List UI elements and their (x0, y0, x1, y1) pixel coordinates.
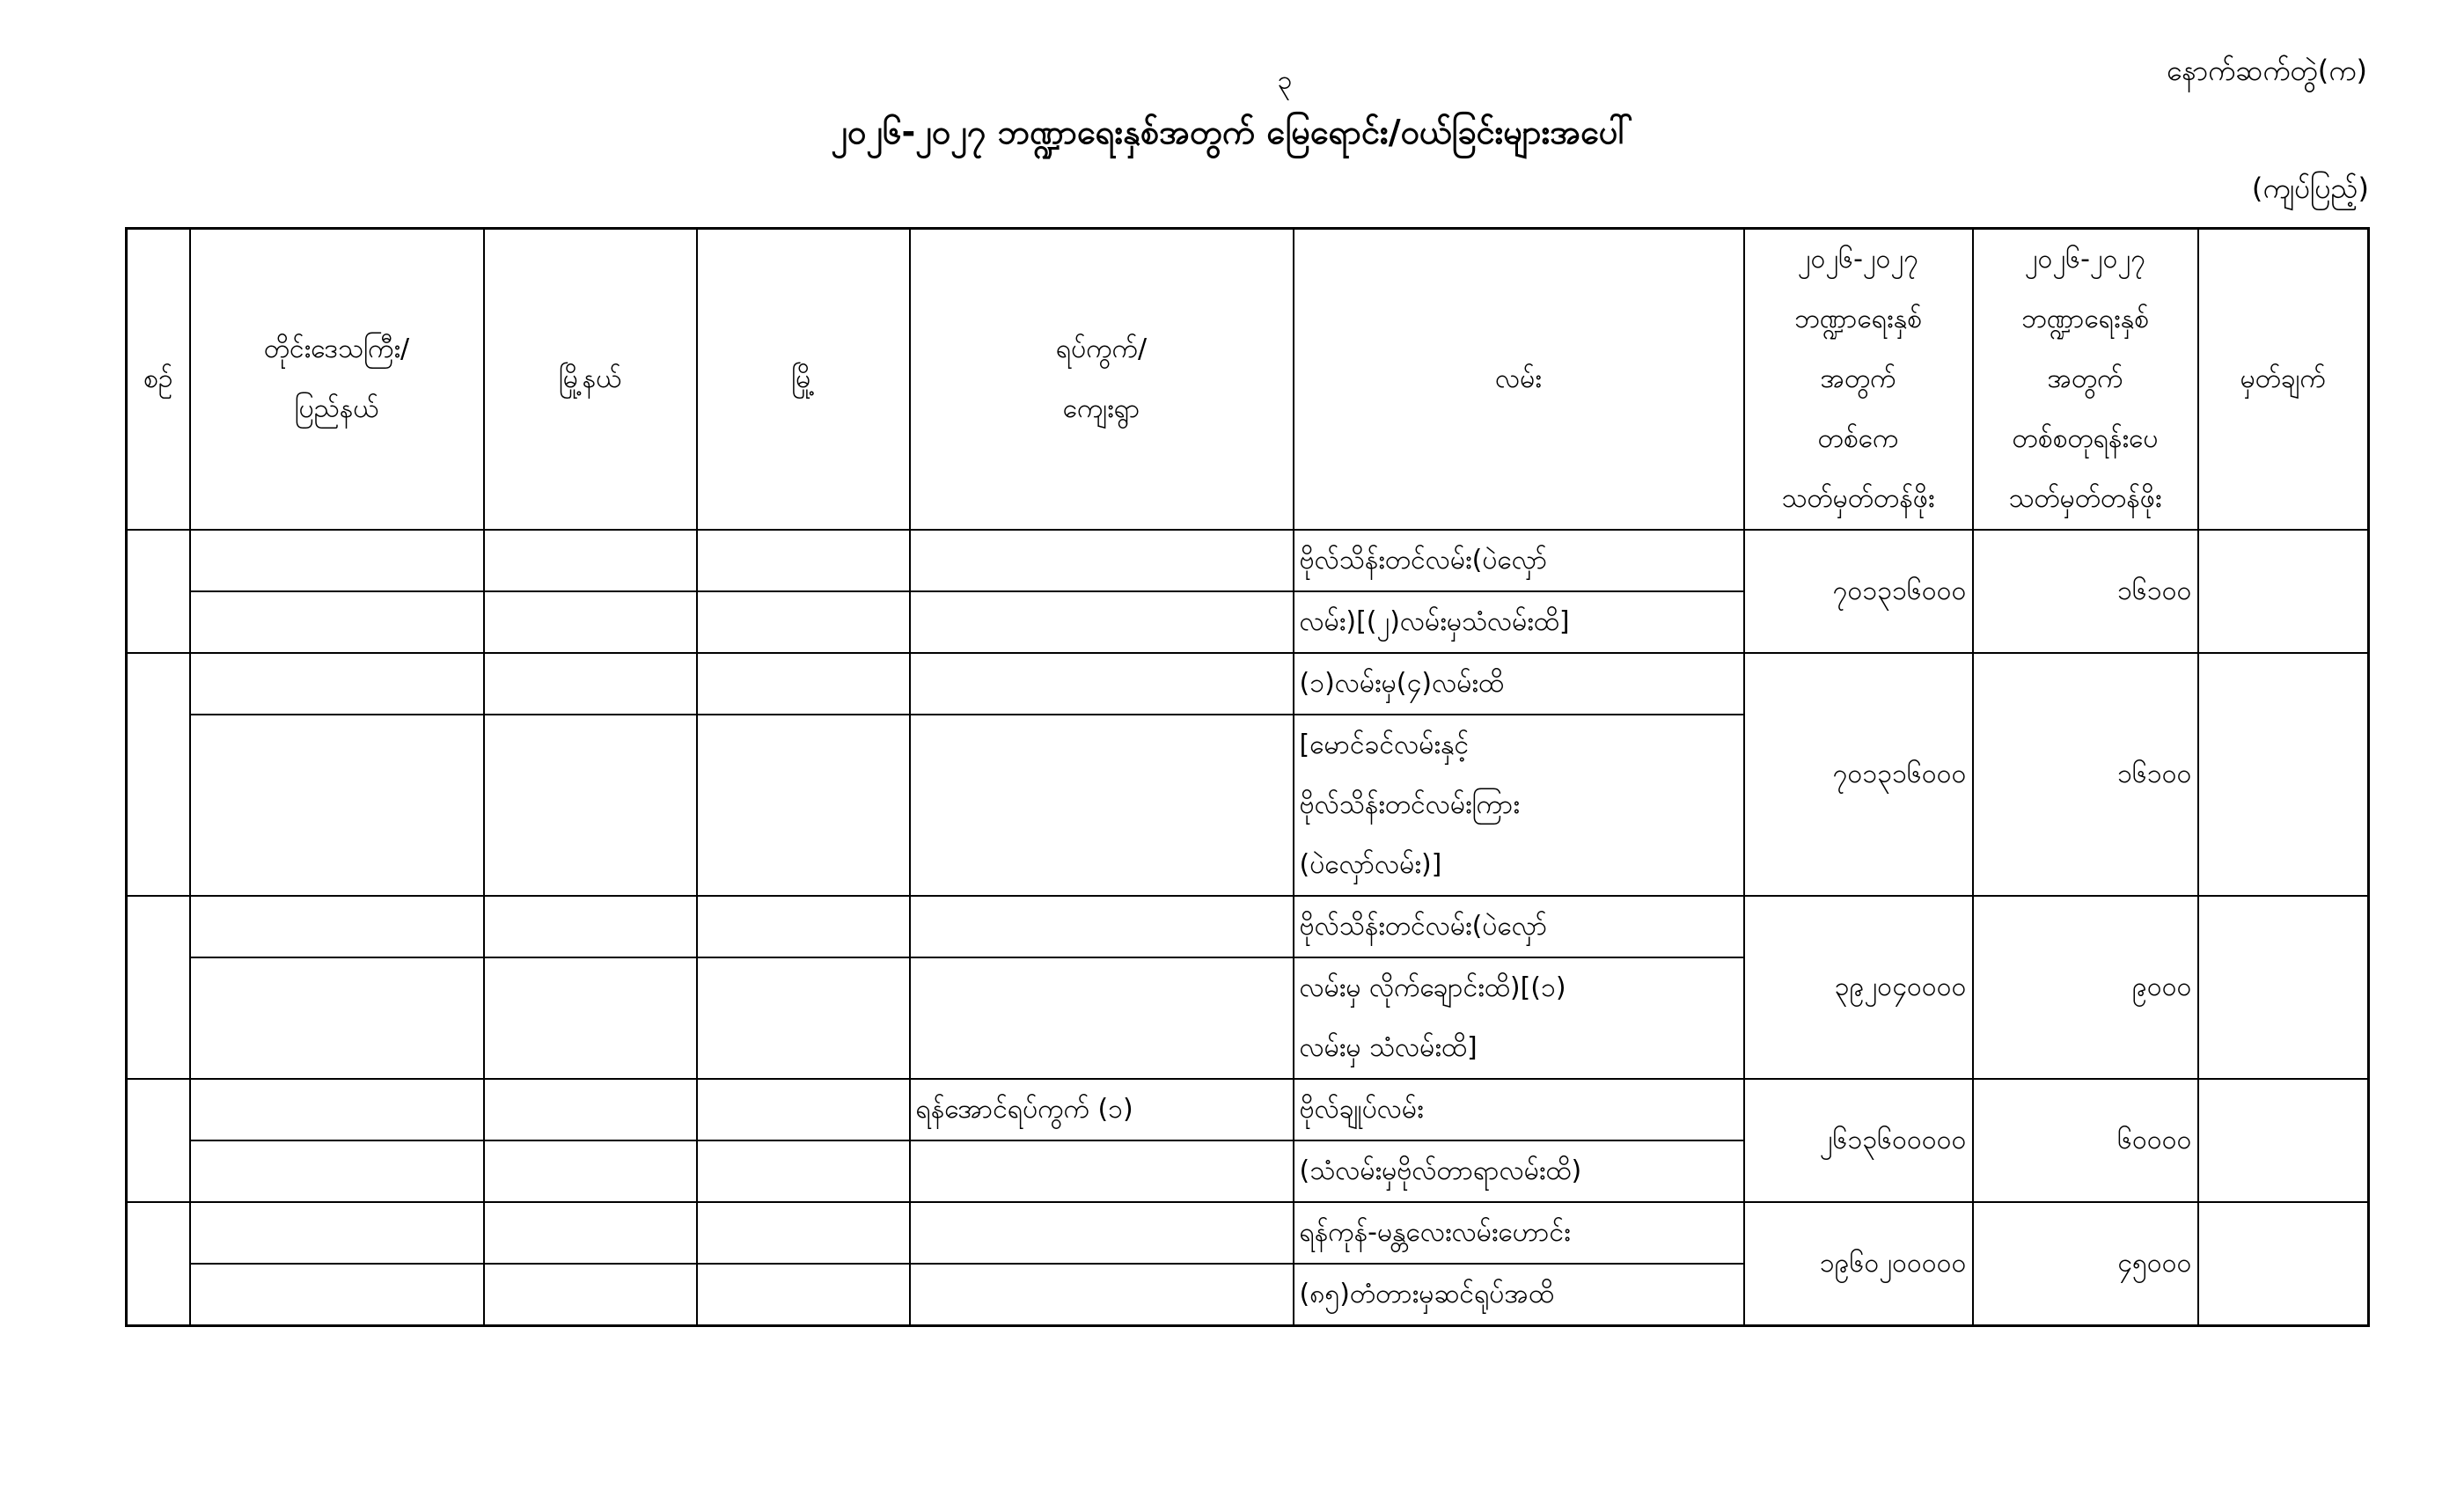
table-row (127, 530, 2369, 591)
district-cell (484, 653, 697, 715)
road-cell: ရန်ကုန်-မန္တလေးလမ်းဟောင်း (1294, 1202, 1744, 1264)
col-header-ward (910, 229, 1294, 531)
road-cell: (၈၅)တံတားမှဆင်ရုပ်အထိ (1294, 1264, 1744, 1326)
district-cell (484, 1264, 697, 1326)
remarks-cell (2198, 1079, 2369, 1202)
land-rate-table (125, 227, 2370, 1327)
col-header-region (190, 229, 484, 531)
col-header-rate-unit-line: ဘဏ္ဍာရေးနှစ် (1794, 304, 1922, 334)
road-cell: လမ်းမှ လိုက်ချောင်းထိ)[(၁) (1294, 957, 1744, 1018)
town-cell (697, 957, 910, 1079)
col-header-road (1294, 229, 1744, 531)
col-header-rate-sqft-line: အတွက် (2047, 363, 2123, 394)
town-cell (697, 653, 910, 715)
road-cell: လမ်း)[(၂)လမ်းမှသံလမ်းထိ] (1294, 591, 1744, 653)
col-header-rate-unit-line: တစ်ကေ (1817, 423, 1899, 454)
ward-cell (910, 591, 1294, 653)
region-cell (190, 591, 484, 653)
col-header-remarks (2198, 229, 2369, 531)
rate-per-sqft-cell: ၁၆၁၀၀ (1973, 530, 2198, 653)
region-cell (190, 1202, 484, 1264)
col-header-serial (127, 229, 190, 531)
remarks-cell (2198, 896, 2369, 1079)
region-cell (190, 530, 484, 591)
col-header-rate-sqft-line: တစ်စတုရန်းပေ (2012, 423, 2159, 454)
col-header-rate-unit-line: ၂၀၂၆-၂၀၂၇ (1797, 244, 1919, 275)
road-cell: (သံလမ်းမှဗိုလ်တာရာလမ်းထိ) (1294, 1140, 1744, 1202)
district-cell (484, 591, 697, 653)
rate-per-unit-cell: ၂၆၁၃၆၀၀၀၀၀ (1744, 1079, 1973, 1202)
town-cell (697, 715, 910, 896)
col-header-rate-sqft-line: ဘဏ္ဍာရေးနှစ် (2021, 304, 2149, 334)
col-header-rate-sqft-line: သတ်မှတ်တန်ဖိုး (2008, 483, 2162, 514)
region-cell (190, 896, 484, 957)
serial-cell (127, 1202, 190, 1326)
ward-cell (910, 715, 1294, 896)
town-cell (697, 1202, 910, 1264)
table-header-row (127, 229, 2369, 531)
col-header-road-text: လမ်း (1495, 363, 1542, 394)
currency-unit-label: (ကျပ်ပြည့်) (2251, 172, 2369, 205)
col-header-town (697, 229, 910, 531)
rate-per-unit-cell: ၇၀၁၃၁၆၀၀၀ (1744, 530, 1973, 653)
town-cell (697, 1264, 910, 1326)
road-cell: (၁)လမ်းမှ(၄)လမ်းထိ (1294, 653, 1744, 715)
col-header-ward-line: ကျေးရွာ (1062, 393, 1140, 424)
page-number: ၃ (1277, 65, 1293, 96)
district-cell (484, 1202, 697, 1264)
col-header-ward-line: ရပ်ကွက်/ (1055, 334, 1148, 364)
road-cell: (ပဲလှော်လမ်း)] (1294, 835, 1744, 896)
col-header-region-line: တိုင်းဒေသကြီး/ (263, 334, 410, 364)
table-row (127, 653, 2369, 715)
ward-cell (910, 896, 1294, 957)
district-cell (484, 1079, 697, 1140)
region-cell (190, 1140, 484, 1202)
col-header-rate-per-unit (1744, 229, 1973, 531)
rate-per-unit-cell: ၃၉၂၀၄၀၀၀၀ (1744, 896, 1973, 1079)
ward-cell: ရန်အောင်ရပ်ကွက် (၁) (910, 1079, 1294, 1140)
col-header-district-text: မြို့နယ် (558, 363, 622, 394)
road-cell: ဗိုလ်သိန်းတင်လမ်း(ပဲလှော် (1294, 530, 1744, 591)
road-cell: ဗိုလ်သိန်းတင်လမ်း(ပဲလှော် (1294, 896, 1744, 957)
document-title: ၂၀၂၆-၂၀၂၇ ဘဏ္ဍာရေးနှစ်အတွက် မြေရောင်း/ဝယ်ခြင်းများအပေါ် (831, 113, 1633, 151)
ward-cell (910, 530, 1294, 591)
serial-cell (127, 896, 190, 1079)
district-cell (484, 530, 697, 591)
serial-cell (127, 1079, 190, 1202)
road-cell: [မောင်ခင်လမ်းနှင့် (1294, 715, 1744, 775)
region-cell (190, 1264, 484, 1326)
district-cell (484, 896, 697, 957)
rate-per-unit-cell: ၇၀၁၃၁၆၀၀၀ (1744, 653, 1973, 896)
road-cell: ဗိုလ်သိန်းတင်လမ်းကြား (1294, 775, 1744, 835)
ward-cell (910, 653, 1294, 715)
region-cell (190, 653, 484, 715)
town-cell (697, 530, 910, 591)
annex-label: နောက်ဆက်တွဲ(က) (2166, 54, 2367, 87)
serial-cell (127, 530, 190, 653)
table-row (127, 1202, 2369, 1264)
rate-per-sqft-cell: ၆၀၀၀၀ (1973, 1079, 2198, 1202)
ward-cell (910, 957, 1294, 1079)
remarks-cell (2198, 1202, 2369, 1326)
town-cell (697, 1079, 910, 1140)
col-header-rate-unit-line: အတွက် (1820, 363, 1896, 394)
table-row (127, 1079, 2369, 1140)
district-cell (484, 715, 697, 896)
rate-per-sqft-cell: ၁၆၁၀၀ (1973, 653, 2198, 896)
region-cell (190, 957, 484, 1079)
district-cell (484, 957, 697, 1079)
town-cell (697, 1140, 910, 1202)
table-row (127, 896, 2369, 957)
serial-cell (127, 653, 190, 896)
col-header-town-text: မြို့ (791, 363, 815, 394)
region-cell (190, 715, 484, 896)
rate-per-sqft-cell: ၄၅၀၀၀ (1973, 1202, 2198, 1326)
ward-cell (910, 1140, 1294, 1202)
col-header-rate-unit-line: သတ်မှတ်တန်ဖိုး (1781, 483, 1935, 514)
town-cell (697, 896, 910, 957)
ward-cell (910, 1202, 1294, 1264)
col-header-remarks-text: မှတ်ချက် (2240, 363, 2326, 394)
district-cell (484, 1140, 697, 1202)
col-header-serial-text: စဉ် (143, 363, 173, 394)
col-header-region-line: ပြည်နယ် (294, 393, 379, 424)
town-cell (697, 591, 910, 653)
road-cell: ဗိုလ်ချုပ်လမ်း (1294, 1079, 1744, 1140)
road-cell: လမ်းမှ သံလမ်းထိ] (1294, 1018, 1744, 1079)
ward-cell (910, 1264, 1294, 1326)
region-cell (190, 1079, 484, 1140)
col-header-district (484, 229, 697, 531)
rate-per-sqft-cell: ၉၀၀၀ (1973, 896, 2198, 1079)
remarks-cell (2198, 530, 2369, 653)
remarks-cell (2198, 653, 2369, 896)
col-header-rate-sqft-line: ၂၀၂၆-၂၀၂၇ (2024, 244, 2146, 275)
col-header-rate-per-sqft (1973, 229, 2198, 531)
rate-per-unit-cell: ၁၉၆၀၂၀၀၀၀၀ (1744, 1202, 1973, 1326)
